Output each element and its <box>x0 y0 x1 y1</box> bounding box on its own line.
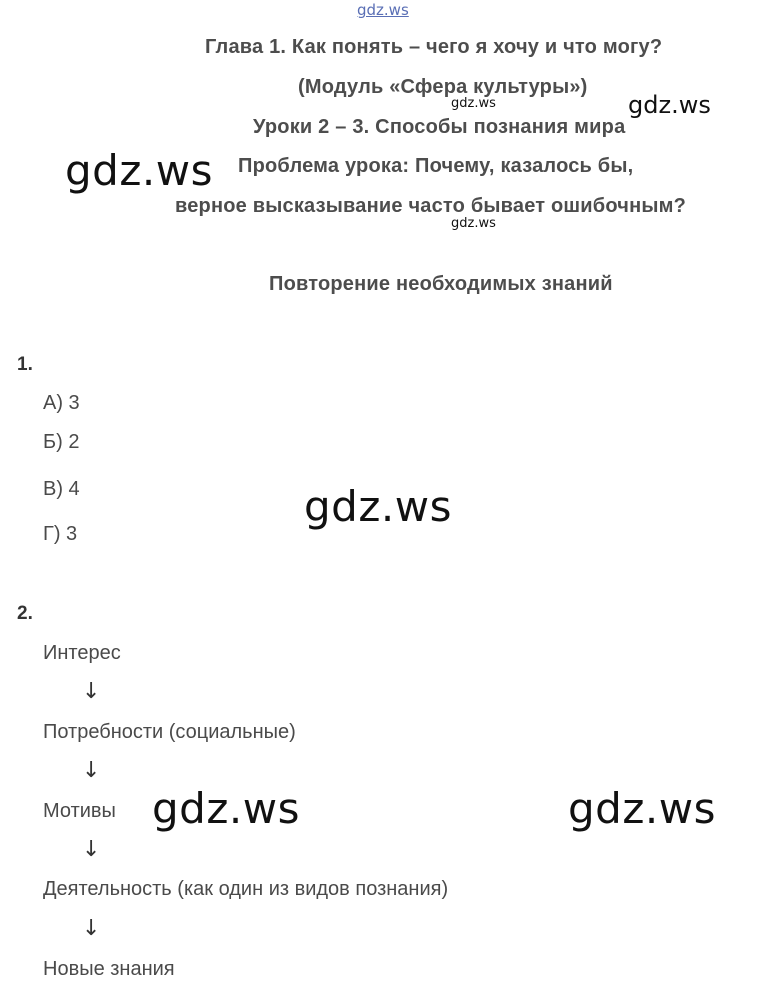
task-1-number: 1. <box>17 354 33 375</box>
watermark-small-2: gdz.ws <box>451 216 496 231</box>
down-arrow-icon: ↓ <box>82 916 101 941</box>
task-1-answer-a: А) 3 <box>43 392 80 414</box>
task-1-answer-c: В) 4 <box>43 478 80 500</box>
lessons-title: Уроки 2 – 3. Способы познания мира <box>253 116 626 138</box>
watermark-center: gdz.ws <box>304 482 452 531</box>
watermark-bottom-right: gdz.ws <box>568 784 716 833</box>
chain-item-new-knowledge: Новые знания <box>43 958 175 980</box>
module-subtitle: (Модуль «Сфера культуры») <box>298 76 588 98</box>
problem-line-1: Проблема урока: Почему, казалось бы, <box>238 155 634 177</box>
task-2-number: 2. <box>17 603 33 624</box>
task-1-answer-d: Г) 3 <box>43 523 78 545</box>
watermark-left: gdz.ws <box>65 146 213 195</box>
chain-item-activity: Деятельность (как один из видов познания) <box>43 878 449 900</box>
watermark-bottom-left: gdz.ws <box>152 784 300 833</box>
section-title: Повторение необходимых знаний <box>269 273 613 295</box>
watermark-mid: gdz.ws <box>628 91 711 119</box>
down-arrow-icon: ↓ <box>82 758 101 783</box>
down-arrow-icon: ↓ <box>82 679 101 704</box>
chapter-title: Глава 1. Как понять – чего я хочу и что могу? <box>205 36 663 58</box>
task-1-answer-b: Б) 2 <box>43 431 80 453</box>
chain-item-interest: Интерес <box>43 642 121 664</box>
watermark-top: gdz.ws <box>357 1 409 19</box>
down-arrow-icon: ↓ <box>82 837 101 862</box>
problem-line-2: верное высказывание часто бывает ошибочным? <box>175 195 687 217</box>
chain-item-motives: Мотивы <box>43 800 116 822</box>
chain-item-needs: Потребности (социальные) <box>43 721 296 743</box>
watermark-small-1: gdz.ws <box>451 96 496 111</box>
